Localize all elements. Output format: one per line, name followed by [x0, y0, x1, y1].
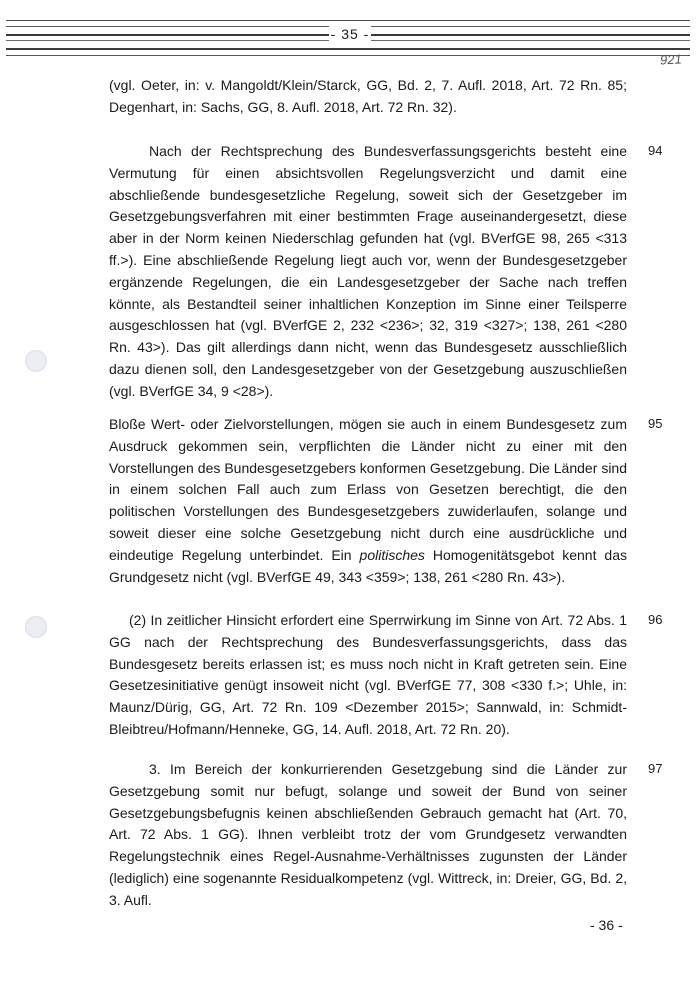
- fax-header-line: [6, 48, 690, 50]
- margin-number: 96: [648, 612, 663, 627]
- margin-number: 95: [648, 416, 663, 431]
- paragraph-text: (2) In zeitlicher Hinsicht erfordert eine Sperrwirkung im Sinne von Art. 72 Abs. 1 GG nach der Rechtsprechung des Bundesverfassungsgerichts, dass das Bundesgesetz bereits erlassen ist; es muss noch nicht in Kraft getreten sein. Eine Gesetzesinitiative genügt insoweit nicht (vgl. BVerfGE 77, 308 <330 f.>; Uhle, in: Maunz/Dürig, GG, Art. 72 Rn. 109 <Dezember 2015>; Sannwald, in: Schmidt-Bleibtreu/Hofmann/Henneke, GG, 14. Aufl. 2018, Art. 72 Rn. 20).: [109, 612, 627, 737]
- margin-number: 97: [648, 761, 663, 776]
- header-page-number-text: - 35 -: [330, 26, 370, 42]
- fax-header: [0, 14, 700, 68]
- punch-hole: [25, 350, 47, 372]
- paragraph-95: [109, 414, 627, 588]
- paragraph-text: [109, 414, 627, 588]
- footer-page-number: - 36 -: [590, 917, 623, 933]
- punch-hole: [25, 616, 47, 638]
- header-page-number: [0, 26, 700, 42]
- paragraph-97: [109, 759, 627, 912]
- paragraph-text: Nach der Rechtsprechung des Bundesverfassungsgerichts besteht eine Vermutung für einen absichtsvollen Regelungsverzicht und damit eine abschließende bundesgesetzliche Regelung, soweit sich der Gesetzgeber im Gesetzgebungsverfahren mit einer bestimmten Frage auseinandergesetzt, diese aber in der Norm keinen Niederschlag gefunden hat (vgl. BVerfGE 98, 265 <313 ff.>). Eine abschließende Regelung liegt auch vor, wenn der Bundesgesetzgeber ergänzende Regelungen, die ein Landesgesetzgeber der Sache nach treffen könnte, als Bestandteil seiner inhaltlichen Konzeption im Sinne einer Teilsperre ausgeschlossen hat (vgl. BVerfGE 2, 232 <236>; 32, 319 <327>; 138, 261 <280 Rn. 43>). Das gilt allerdings dann nicht, wenn das Bundesgesetz ausschließlich dazu dienen soll, den Landesgesetzgeber von der Gesetzgebung auszuschließen (vgl. BVerfGE 34, 9 <28>).: [109, 143, 627, 399]
- paragraph-text: (vgl. Oeter, in: v. Mangoldt/Klein/Starck, GG, Bd. 2, 7. Aufl. 2018, Art. 72 Rn. 85; Degenhart, in: Sachs, GG, 8. Aufl. 2018, Art. 72 Rn. 32).: [109, 77, 627, 115]
- fax-header-line: [6, 20, 690, 21]
- fax-mark: 921: [659, 51, 683, 68]
- paragraph-text: 3. Im Bereich der konkurrierenden Gesetzgebung sind die Länder zur Gesetzgebung somit nur befugt, solange und soweit der Bund von seiner Gesetzgebungsbefugnis keinen abschließenden Gebrauch gemacht hat (Art. 70, Art. 72 Abs. 1 GG). Ihnen verbleibt trotz der vom Grundgesetz verwandten Regelungstechnik eines Regel-Ausnahme-Verhältnisses zugunsten der Länder (lediglich) eine sogenannte Residualkompetenz (vgl. Wittreck, in: Dreier, GG, Bd. 2, 3. Aufl.: [109, 761, 627, 908]
- paragraph-text-part: Bloße Wert- oder Zielvorstellungen, mögen sie auch in einem Bundesgesetz zum Ausdruck gekommen sein, verpflichten die Länder nicht zu einer mit den Vorstellungen des Bundesgesetzgebers konformen Gesetzgebung. Die Länder sind in einem solchen Fall auch zum Erlass von Gesetzen berechtigt, die den politischen Vorstellungen des Bundesgesetzgebers zuwiderlaufen, solange und soweit dieser eine solche Gesetzgebung nicht durch eine ausdrückliche und eindeutige Regelung unterbindet. Ein: [109, 416, 627, 563]
- margin-number: 94: [648, 143, 663, 158]
- paragraph-94: [109, 141, 627, 403]
- paragraph-96: [109, 610, 627, 741]
- paragraph-continuation: [109, 75, 627, 119]
- emphasized-word: politisches: [359, 546, 425, 563]
- paragraph-text-part: Homogenitätsgebot kennt das Grundgesetz nicht (vgl. BVerfGE 49, 343 <359>; 138, 261 <280 Rn. 43>).: [109, 546, 627, 585]
- fax-header-line: [6, 55, 690, 56]
